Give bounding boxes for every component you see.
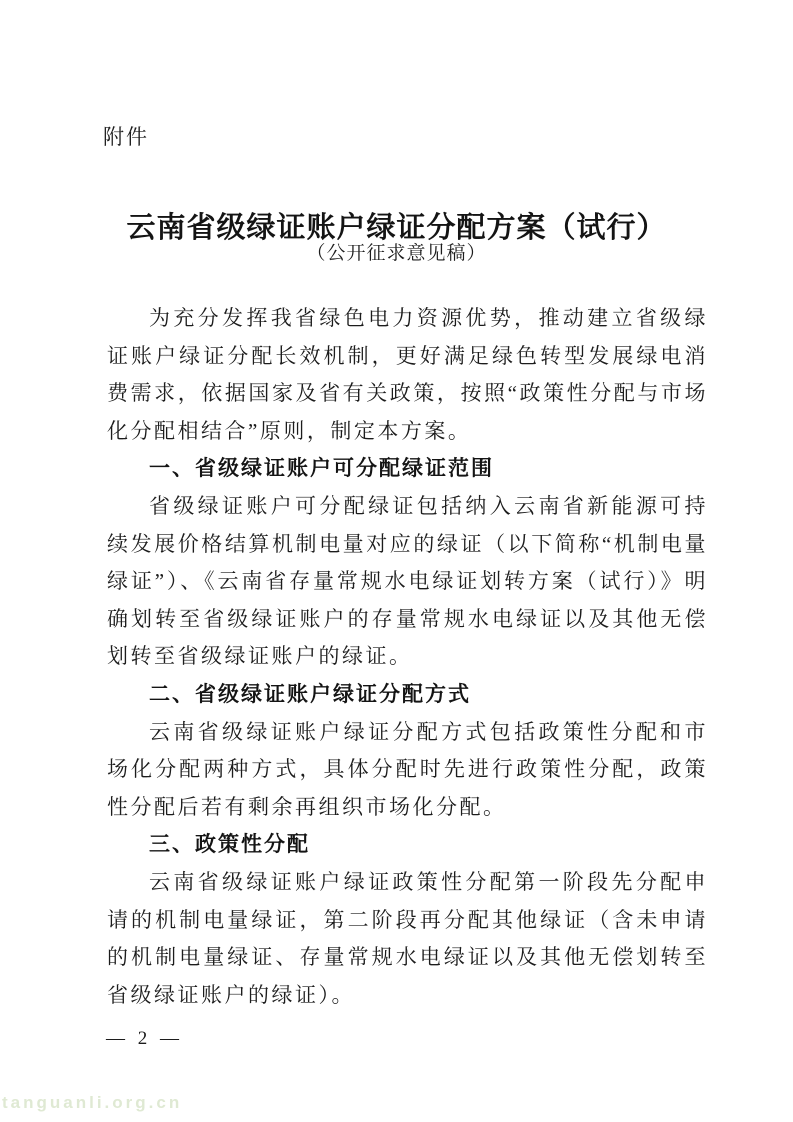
- watermark-text: tanguanli.org.cn: [2, 1093, 183, 1112]
- page-number: — 2 —: [106, 1028, 183, 1049]
- attachment-label: 附件: [103, 126, 149, 149]
- section-heading-2: 二、省级绿证账户绿证分配方式: [149, 682, 471, 706]
- intro-paragraph: 为充分发挥我省绿色电力资源优势，推动建立省级绿证账户绿证分配长效机制，更好满足绿色转型发展绿电消费需求，依据国家及省有关政策，按照“政策性分配与市场化分配相结合”原则，制定本方案。: [107, 306, 708, 443]
- section-2-paragraph: 云南省级绿证账户绿证分配方式包括政策性分配和市场化分配两种方式，具体分配时先进行政策性分配，政策性分配后若有剩余再组织市场化分配。: [107, 719, 708, 819]
- section-heading-1: 一、省级绿证账户可分配绿证范围: [149, 457, 494, 481]
- document-subtitle: （公开征求意见稿）: [306, 243, 487, 264]
- section-3-paragraph: 云南省级绿证账户绿证政策性分配第一阶段先分配申请的机制电量绿证，第二阶段再分配其他绿证（含未申请的机制电量绿证、存量常规水电绿证以及其他无偿划转至省级绿证账户的绿证）。: [107, 869, 708, 1007]
- section-1-paragraph: 省级绿证账户可分配绿证包括纳入云南省新能源可持续发展价格结算机制电量对应的绿证（以下简称“机制电量绿证”）、《云南省存量常规水电绿证划转方案（试行）》明确划转至省级绿证账户的存量常规水电绿证以及其他无偿划转至省级绿证账户的绿证。: [107, 493, 708, 669]
- document-title: 云南省级绿证账户绿证分配方案（试行）: [126, 212, 667, 245]
- section-heading-3: 三、政策性分配: [149, 833, 310, 857]
- document-body: [107, 300, 708, 1014]
